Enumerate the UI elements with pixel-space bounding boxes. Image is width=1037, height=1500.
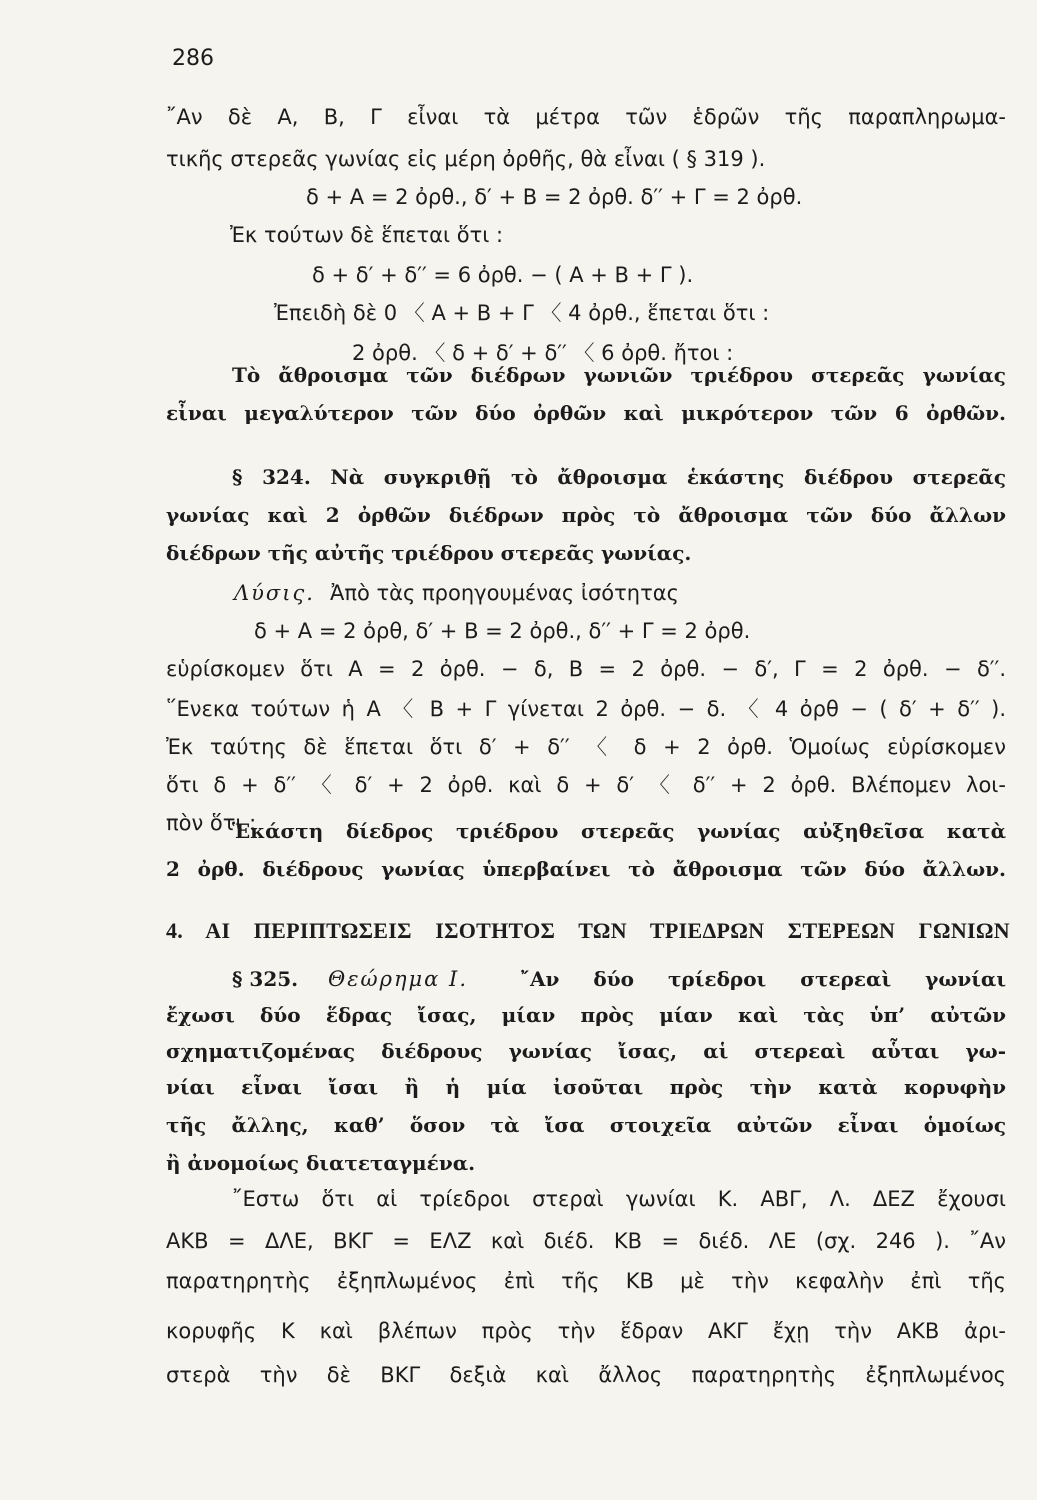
equation-line: δ + δ′ + δ′′ = 6 ὀρθ. − ( Α + Β + Γ ). <box>312 263 694 287</box>
problem-title: διέδρων τῆς αὐτῆς τριέδρου στερεᾶς γωνίας. <box>166 541 692 565</box>
equation-line: δ + Α = 2 ὀρθ, δ′ + Β = 2 ὀρθ., δ′′ + Γ = 2 ὀρθ. <box>254 619 751 643</box>
theorem-text: τῆς ἄλλης, καθ’ ὅσον τὰ ἴσα στοιχεῖα αὐτῶν εἶναι ὁμοίως <box>166 1113 1006 1137</box>
theorem-text: Τὸ ἄθροισμα τῶν διέδρων γωνιῶν τριέδρου στερεᾶς γωνίας <box>232 363 1006 387</box>
problem-title: γωνίας καὶ 2 ὀρθῶν διέδρων πρὸς τὸ ἄθροισμα τῶν δύο ἄλλων <box>166 503 1006 527</box>
theorem-text: ῎Αν δύο τρίεδροι στερεαὶ γωνίαι <box>520 967 1006 991</box>
theorem-text: ἔχωσι δύο ἕδρας ἴσας, μίαν πρὸς μίαν καὶ τὰς ὑπ’ αὐτῶν <box>166 1003 1006 1027</box>
text-line: ῎Αν δὲ Α, Β, Γ εἶναι τὰ μέτρα τῶν ἑδρῶν τῆς παραπληρωμα- <box>166 105 1006 129</box>
solution-label: Λύσις. <box>234 581 315 605</box>
conclusion-text: 2 ὀρθ. διέδρους γωνίας ὑπερβαίνει τὸ ἄθροισμα τῶν δύο ἄλλων. <box>166 857 1006 881</box>
text-line: Ἐπειδὴ δὲ 0 〈 Α + Β + Γ 〈 4 ὀρθ., ἕπεται ὅτι : <box>274 301 770 325</box>
text-line: ΑΚΒ = ΔΛΕ, ΒΚΓ = ΕΛΖ καὶ διέδ. ΚΒ = διέδ. ΛΕ (σχ. 246 ). ῎Αν <box>166 1229 1006 1253</box>
problem-title: § 324. Νὰ συγκριθῇ τὸ ἄθροισμα ἑκάστης διέδρου στερεᾶς <box>232 465 1006 489</box>
theorem-text: νίαι εἶναι ἴσαι ἢ ἡ μία ἰσοῦται πρὸς τὴν κατὰ κορυφὴν <box>166 1075 1006 1099</box>
theorem-label: Θεώρημα Ι. <box>328 967 469 991</box>
text-line: εὑρίσκομεν ὅτι Α = 2 ὀρθ. − δ, Β = 2 ὀρθ. − δ′, Γ = 2 ὀρθ. − δ′′. <box>166 657 1006 681</box>
text-line: πὸν ὅτι : <box>166 811 257 835</box>
conclusion-text: Ἑκάστη δίεδρος τριέδρου στερεᾶς γωνίας αὐξηθεῖσα κατὰ <box>232 819 1006 843</box>
section-number: § 325. <box>232 967 299 991</box>
text-line: ὅτι δ + δ′′ 〈 δ′ + 2 ὀρθ. καὶ δ + δ′ 〈 δ′′ + 2 ὀρθ. Βλέπομεν λοι- <box>166 773 1006 797</box>
text-line: Ἐκ ταύτης δὲ ἕπεται ὅτι δ′ + δ′′ 〈 δ + 2 ὀρθ. Ὁμοίως εὑρίσκομεν <box>166 735 1006 759</box>
text-line: Ἐκ τούτων δὲ ἕπεται ὅτι : <box>230 223 504 247</box>
text-line: τικῆς στερεᾶς γωνίας εἰς μέρη ὀρθῆς, θὰ εἶναι ( § 319 ). <box>166 147 766 171</box>
theorem-text: εἶναι μεγαλύτερον τῶν δύο ὀρθῶν καὶ μικρότερον τῶν 6 ὀρθῶν. <box>166 401 1006 425</box>
text-line: κορυφῆς Κ καὶ βλέπων πρὸς τὴν ἕδραν ΑΚΓ ἔχῃ τὴν ΑΚΒ ἀρι- <box>166 1319 1006 1343</box>
text-line: ῞Ενεκα τούτων ἡ Α 〈 Β + Γ γίνεται 2 ὀρθ. − δ. 〈 4 ὀρθ − ( δ′ + δ′′ ). <box>166 697 1006 721</box>
text-line: ῎Εστω ὅτι αἱ τρίεδροι στεραὶ γωνίαι Κ. ΑΒΓ, Λ. ΔΕΖ ἔχουσι <box>232 1187 1006 1211</box>
theorem-text: σχηματιζομένας διέδρους γωνίας ἴσας, αἱ στερεαὶ αὗται γω- <box>166 1039 1006 1063</box>
theorem-text: ἢ ἀνομοίως διατεταγμένα. <box>166 1151 476 1175</box>
page-number: 286 <box>172 46 214 71</box>
text-line: στερὰ τὴν δὲ ΒΚΓ δεξιὰ καὶ ἄλλος παρατηρητὴς ἐξηπλωμένος <box>166 1363 1006 1387</box>
equation-line: δ + Α = 2 ὀρθ., δ′ + Β = 2 ὀρθ. δ′′ + Γ = 2 ὀρθ. <box>306 185 803 209</box>
section-heading: 4. ΑΙ ΠΕΡΙΠΤΩΣΕΙΣ ΙΣΟΤΗΤΟΣ ΤΩΝ ΤΡΙΕΔΡΩΝ ΣΤΕΡΕΩΝ ΓΩΝΙΩΝ <box>166 918 1010 943</box>
text-line: παρατηρητὴς ἐξηπλωμένος ἐπὶ τῆς ΚΒ μὲ τὴν κεφαλὴν ἐπὶ τῆς <box>166 1269 1006 1293</box>
equation-line: 2 ὀρθ. 〈 δ + δ′ + δ′′ 〈 6 ὀρθ. ἤτοι : <box>352 341 734 365</box>
text-line: Ἀπὸ τὰς προηγουμένας ἰσότητας <box>330 581 679 605</box>
